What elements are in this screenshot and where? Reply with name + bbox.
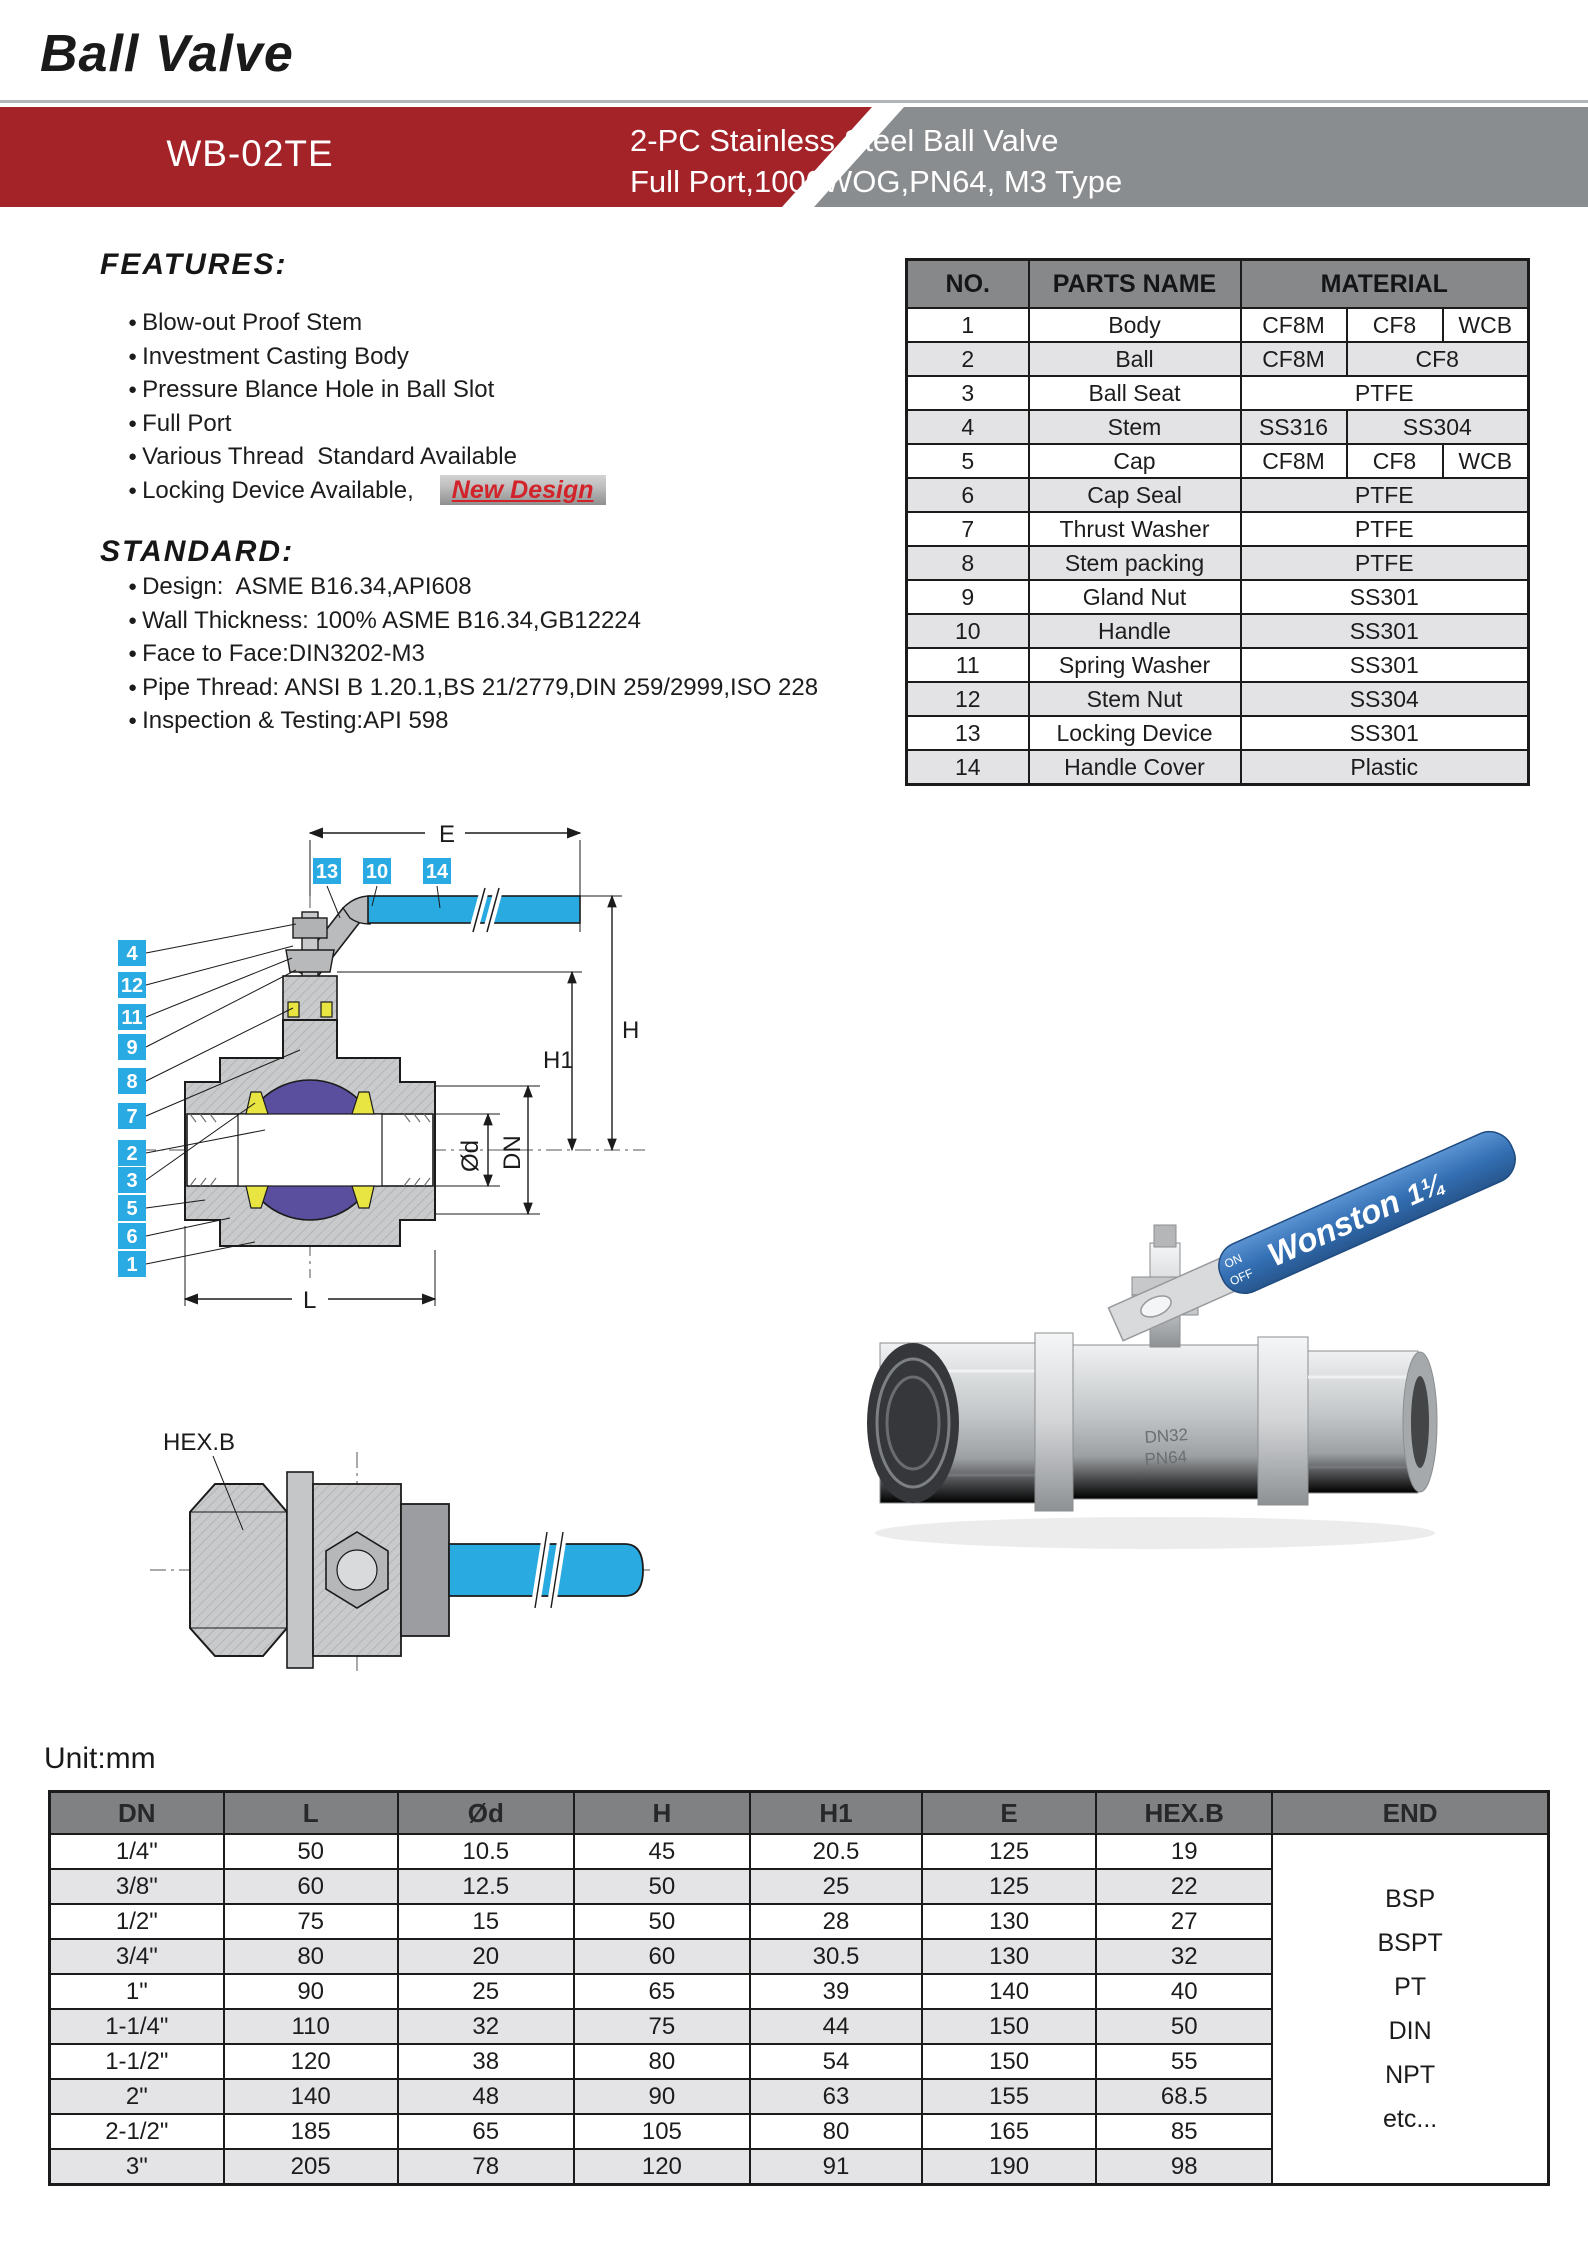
table-row: 8 Stem packing PTFE [907,546,1529,580]
svg-text:1: 1 [126,1254,138,1276]
table-row: 1/2" 75 15 50 28 130 27 [50,1904,1549,1939]
handle-side [449,1532,643,1608]
dims-table-body [50,1834,1549,2185]
table-row: 4 Stem SS316 SS304 [907,410,1529,444]
table-row: 2" 140 48 90 63 155 68.5 [50,2079,1549,2114]
svg-text:2: 2 [126,1143,138,1165]
banner-subtitle-line1: 2-PC Stainless Steel Ball Valve [630,123,1059,158]
new-design-badge: New Design [440,475,606,505]
column-header: H1 [750,1792,922,1835]
column-header: HEX.B [1096,1792,1272,1835]
feature-item: ● Pressure Blance Hole in Ball Slot [128,373,606,407]
standard-item: ● Inspection & Testing:API 598 [128,704,818,738]
table-row: 3" 205 78 120 91 190 98 [50,2149,1549,2185]
svg-text:H: H [622,1017,640,1044]
svg-text:7: 7 [126,1106,138,1128]
dim-h [580,896,639,1150]
parts-table [905,258,1530,786]
svg-text:8: 8 [126,1071,138,1093]
brand-label: Wonston1¼ [1261,1167,1450,1274]
parts-table-body [907,308,1529,785]
svg-text:L: L [303,1287,317,1314]
banner-subtitle [630,120,1122,202]
column-header: PARTS NAME [1029,260,1241,309]
column-header: MATERIAL [1241,260,1529,309]
column-header: NO. [907,260,1029,309]
feature-item: ● Locking Device Available, New Design [128,474,606,508]
on-label: ON [1222,1251,1245,1272]
table-row: 1/4" 50 10.5 45 20.5 125 19 BSP BSPT PT DIN NPT etc... [50,1834,1549,1869]
column-header: H [574,1792,750,1835]
photo-valve-body [867,1333,1437,1511]
table-row: 11 Spring Washer SS301 [907,648,1529,682]
standard-item: ● Pipe Thread: ANSI B 1.20.1,BS 21/2779,DIN 259/2999,ISO 228 [128,671,818,705]
svg-text:14: 14 [425,861,449,883]
stem-nut-side [401,1504,449,1636]
table-row: 1 Body CF8M CF8 WCB [907,308,1529,342]
table-row: 1" 90 25 65 39 140 40 [50,1974,1549,2009]
features-list [128,306,606,507]
model-code: WB-02TE [166,133,334,174]
cross-section-diagram [100,800,660,1320]
standard-item: ● Design: ASME B16.34,API608 [128,570,818,604]
off-label: OFF [1227,1265,1256,1289]
svg-text:5: 5 [126,1198,138,1220]
body-marking: DN32 [1143,1425,1189,1447]
svg-text:HEX.B: HEX.B [163,1429,236,1456]
unit-label: Unit:mm [44,1742,156,1775]
features-heading: FEATURES: [100,248,288,281]
feature-item: ● Investment Casting Body [128,340,606,374]
svg-text:9: 9 [126,1037,138,1059]
table-row: 2-1/2" 185 65 105 80 165 85 [50,2114,1549,2149]
product-photo [855,1055,1535,1565]
svg-text:13: 13 [315,861,339,883]
dims-table-header [50,1792,1549,1835]
svg-text:3: 3 [126,1170,138,1192]
svg-text:6: 6 [126,1226,138,1248]
header-banner [0,107,1588,207]
standard-item: ● Wall Thickness: 100% ASME B16.34,GB12224 [128,604,818,638]
table-row: 5 Cap CF8M CF8 WCB [907,444,1529,478]
stem-nut [293,918,327,938]
svg-text:11: 11 [121,1007,143,1029]
table-row: 1-1/4" 110 32 75 44 150 50 [50,2009,1549,2044]
standard-item: ● Face to Face:DIN3202-M3 [128,637,818,671]
table-row: 2 Ball CF8M CF8 [907,342,1529,376]
feature-item: ● Full Port [128,407,606,441]
hex-end [190,1484,287,1656]
end-column-cell: BSP BSPT PT DIN NPT etc... [1272,1834,1548,2185]
standard-heading: STANDARD: [100,535,295,568]
table-row: 12 Stem Nut SS304 [907,682,1529,716]
table-row: 7 Thrust Washer PTFE [907,512,1529,546]
table-row: 9 Gland Nut SS301 [907,580,1529,614]
table-row: 14 Handle Cover Plastic [907,750,1529,785]
table-row: 3 Ball Seat PTFE [907,376,1529,410]
svg-text:10: 10 [365,861,389,883]
feature-item: ● Various Thread Standard Available [128,440,606,474]
handle-assembly [295,888,580,980]
side-view-diagram [95,1412,655,1682]
table-row: 3/4" 80 20 60 30.5 130 32 [50,1939,1549,1974]
svg-text:Ød: Ød [457,1139,484,1172]
gland-nut [286,950,334,972]
column-header: Ød [398,1792,574,1835]
valve-body [185,1020,435,1246]
column-header: E [922,1792,1096,1835]
table-row: 1-1/2" 120 38 80 54 150 55 [50,2044,1549,2079]
header-rule [0,100,1588,103]
svg-text:4: 4 [126,943,138,965]
dimensions-table [48,1790,1550,2186]
svg-text:E: E [439,821,456,848]
column-header: DN [50,1792,224,1835]
svg-text:12: 12 [120,975,144,997]
standard-list [128,570,818,738]
column-header: END [1272,1792,1548,1835]
column-header: L [224,1792,398,1835]
banner-subtitle-line2: Full Port,1000WOG,PN64, M3 Type [630,164,1123,199]
table-row: 6 Cap Seal PTFE [907,478,1529,512]
feature-item: ● Blow-out Proof Stem [128,306,606,340]
table-row: 10 Handle SS301 [907,614,1529,648]
table-row: 3/8" 60 12.5 50 25 125 22 [50,1869,1549,1904]
svg-text:H1: H1 [543,1047,574,1074]
parts-table-header [907,260,1529,309]
table-row: 13 Locking Device SS301 [907,716,1529,750]
body-marking: PN64 [1143,1447,1188,1469]
svg-text:DN: DN [499,1135,526,1170]
page-title: Ball Valve [40,25,294,83]
photo-shadow [875,1517,1435,1549]
